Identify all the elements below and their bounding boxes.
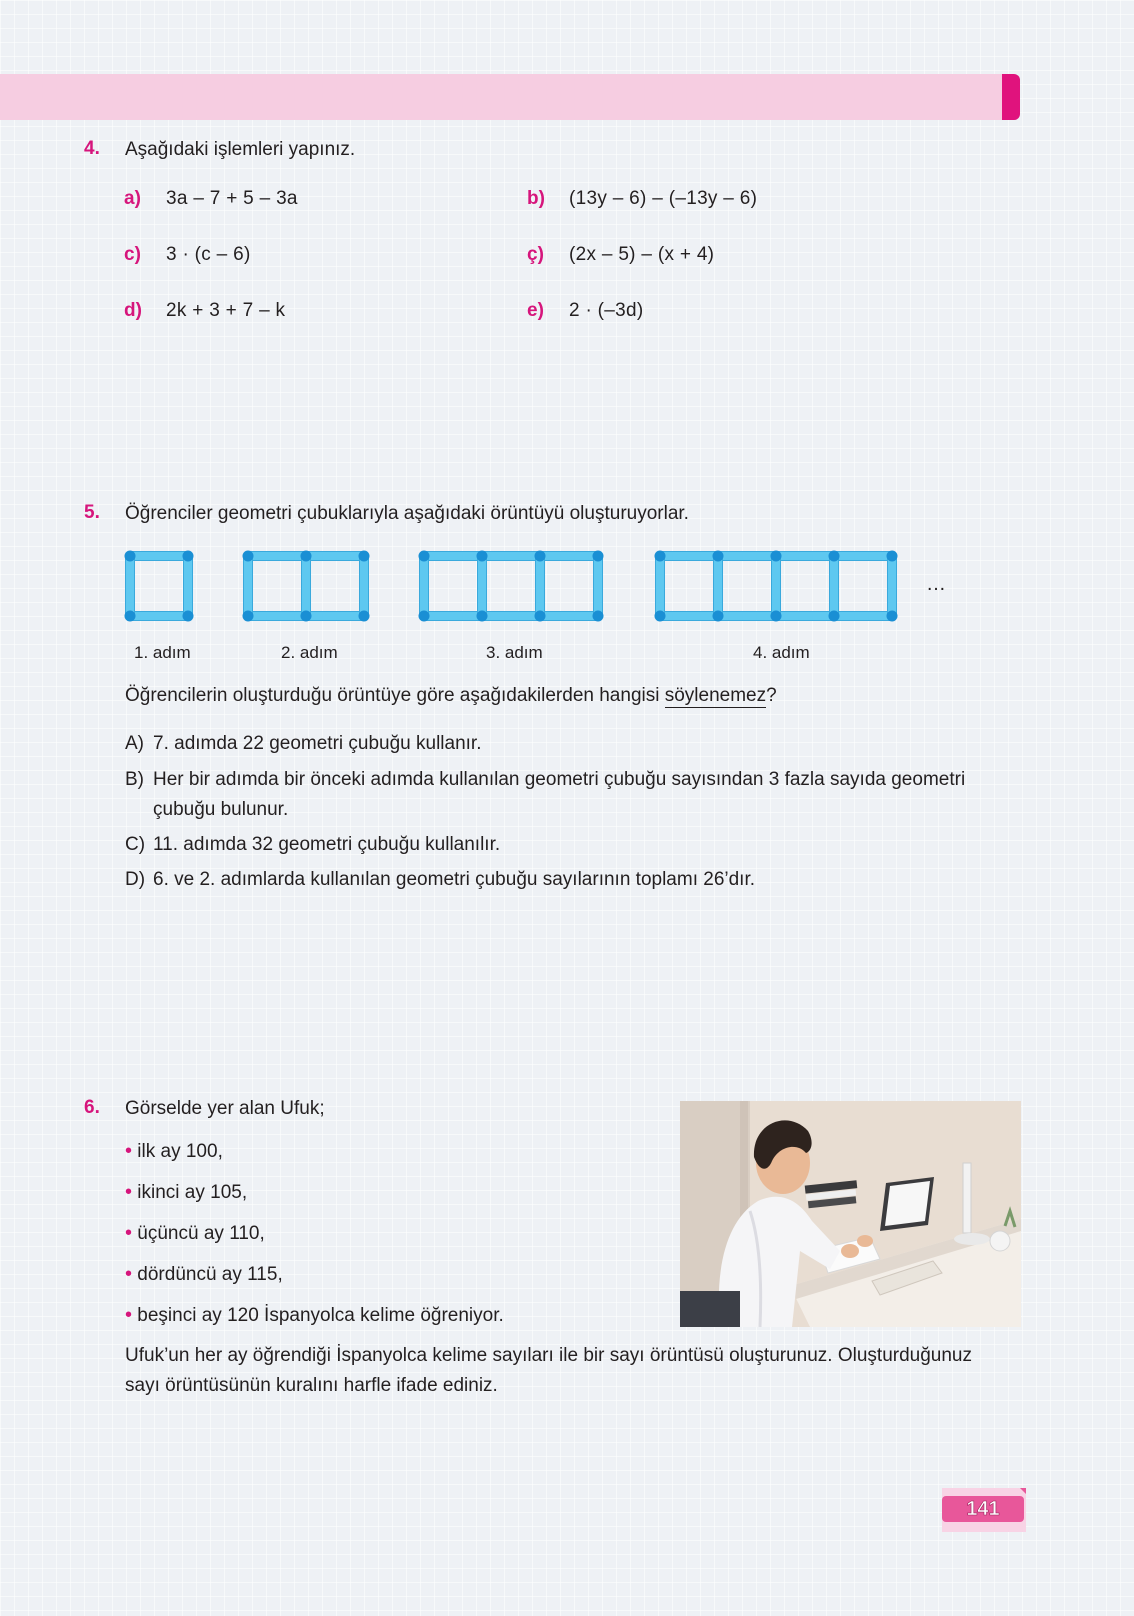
list-item	[125, 1303, 504, 1328]
vertical-stick	[830, 556, 839, 616]
option-text: 6. ve 2. adımlarda kullanılan geometri çubuğu sayılarının toplamı 26’dır.	[153, 869, 756, 890]
vertical-stick	[302, 556, 311, 616]
list-item	[125, 1262, 283, 1287]
option-text: Her bir adımda bir önceki adımda kullanılan geometri çubuğu sayısından 3 fazla sayıda geometri	[153, 769, 966, 790]
question-text	[125, 684, 777, 708]
underlined-word: söylenemez	[664, 685, 767, 706]
horizontal-stick	[248, 612, 306, 621]
bullet-icon: •	[125, 1181, 133, 1203]
list-item	[125, 1180, 247, 1205]
header-band	[0, 74, 1010, 120]
horizontal-stick	[306, 612, 364, 621]
stick-joint	[183, 551, 194, 562]
vertical-stick	[594, 556, 603, 616]
stick-joint	[183, 611, 194, 622]
ellipsis: …	[926, 573, 946, 595]
vertical-stick	[714, 556, 723, 616]
header-tab	[1002, 74, 1020, 120]
item-expression: 2 · (–3d)	[569, 300, 644, 321]
horizontal-stick	[130, 612, 188, 621]
step-label: 3. adım	[486, 643, 543, 662]
horizontal-stick	[540, 612, 598, 621]
item-expression: (13y – 6) – (–13y – 6)	[569, 188, 758, 209]
stick-joint	[477, 551, 488, 562]
question-number: 6.	[84, 1097, 100, 1118]
step-label: 1. adım	[134, 643, 191, 662]
page-number: 141	[966, 1498, 1000, 1520]
option-label: C)	[125, 834, 146, 855]
stick-joint	[713, 611, 724, 622]
vertical-stick	[478, 556, 487, 616]
item-label: d)	[124, 300, 142, 321]
question-mark: ?	[766, 685, 777, 706]
stick-joint	[301, 611, 312, 622]
stick-joint	[125, 551, 136, 562]
horizontal-stick	[424, 612, 482, 621]
step-label: 4. adım	[753, 643, 810, 662]
item-expression: 3a – 7 + 5 – 3a	[166, 188, 298, 209]
stick-joint	[419, 611, 430, 622]
bullet-icon: •	[125, 1222, 133, 1244]
list-item-text: beşinci ay 120 İspanyolca kelime öğreniyor.	[137, 1305, 504, 1326]
stick-joint	[887, 611, 898, 622]
horizontal-stick	[834, 552, 892, 561]
step-label: 2. adım	[281, 643, 338, 662]
bullet-icon: •	[125, 1140, 133, 1162]
stick-joint	[419, 551, 430, 562]
vertical-stick	[420, 556, 429, 616]
stick-joint	[829, 611, 840, 622]
stick-pattern-figure	[120, 545, 960, 625]
stick-joint	[655, 551, 666, 562]
horizontal-stick	[718, 552, 776, 561]
option-text: 7. adımda 22 geometri çubuğu kullanır.	[153, 733, 482, 754]
question-text-part: Öğrencilerin oluşturduğu örüntüye göre aşağıdakilerden hangisi	[125, 685, 665, 706]
option-label: B)	[125, 769, 144, 790]
page-number-badge	[942, 1488, 1026, 1532]
horizontal-stick	[834, 612, 892, 621]
list-item	[125, 1221, 265, 1246]
horizontal-stick	[482, 612, 540, 621]
horizontal-stick	[306, 552, 364, 561]
vertical-stick	[772, 556, 781, 616]
option-label: D)	[125, 869, 146, 890]
horizontal-stick	[540, 552, 598, 561]
option-text: 11. adımda 32 geometri çubuğu kullanılır.	[153, 834, 501, 855]
horizontal-stick	[660, 552, 718, 561]
item-label: a)	[124, 188, 141, 209]
paragraph-line: Ufuk’un her ay öğrendiği İspanyolca kelime sayıları ile bir sayı örüntüsü oluşturunuz. Oluşturduğunuz	[125, 1345, 973, 1366]
item-label: c)	[124, 244, 141, 265]
stick-joint	[593, 611, 604, 622]
stick-joint	[887, 551, 898, 562]
option-label: A)	[125, 733, 144, 754]
vertical-stick	[244, 556, 253, 616]
list-item-text: ilk ay 100,	[137, 1141, 223, 1162]
stick-joint	[359, 611, 370, 622]
stick-joint	[535, 611, 546, 622]
stick-joint	[125, 611, 136, 622]
horizontal-stick	[776, 552, 834, 561]
item-label: e)	[527, 300, 544, 321]
question-number: 4.	[84, 138, 100, 159]
item-label: b)	[527, 188, 545, 209]
boy-studying-photo	[680, 1101, 1021, 1327]
stick-joint	[829, 551, 840, 562]
horizontal-stick	[482, 552, 540, 561]
stick-joint	[477, 611, 488, 622]
bullet-icon: •	[125, 1304, 133, 1326]
item-expression: 3 · (c – 6)	[166, 244, 251, 265]
vertical-stick	[184, 556, 193, 616]
list-item-text: üçüncü ay 110,	[137, 1223, 265, 1244]
stick-joint	[359, 551, 370, 562]
horizontal-stick	[248, 552, 306, 561]
horizontal-stick	[660, 612, 718, 621]
paragraph-line: sayı örüntüsünün kuralını harfle ifade ediniz.	[125, 1375, 498, 1396]
vertical-stick	[126, 556, 135, 616]
stick-joint	[593, 551, 604, 562]
item-expression: 2k + 3 + 7 – k	[166, 300, 286, 321]
list-item	[125, 1139, 223, 1164]
list-item-text: dördüncü ay 115,	[137, 1264, 283, 1285]
question-number: 5.	[84, 502, 100, 523]
horizontal-stick	[776, 612, 834, 621]
list-item-text: ikinci ay 105,	[137, 1182, 248, 1203]
vertical-stick	[656, 556, 665, 616]
vertical-stick	[888, 556, 897, 616]
vertical-stick	[360, 556, 369, 616]
item-label: ç)	[527, 244, 544, 265]
question-intro: Görselde yer alan Ufuk;	[125, 1098, 325, 1119]
item-expression: (2x – 5) – (x + 4)	[569, 244, 715, 265]
option-text-continued: çubuğu bulunur.	[153, 799, 289, 820]
question-prompt: Aşağıdaki işlemleri yapınız.	[125, 139, 356, 160]
stick-joint	[713, 551, 724, 562]
bullet-icon: •	[125, 1263, 133, 1285]
stick-joint	[771, 551, 782, 562]
stick-joint	[301, 551, 312, 562]
vertical-stick	[536, 556, 545, 616]
stick-joint	[771, 611, 782, 622]
horizontal-stick	[718, 612, 776, 621]
stick-joint	[243, 611, 254, 622]
question-prompt: Öğrenciler geometri çubuklarıyla aşağıdaki örüntüyü oluşturuyorlar.	[125, 503, 689, 524]
stick-joint	[655, 611, 666, 622]
horizontal-stick	[130, 552, 188, 561]
stick-joint	[243, 551, 254, 562]
stick-joint	[535, 551, 546, 562]
horizontal-stick	[424, 552, 482, 561]
